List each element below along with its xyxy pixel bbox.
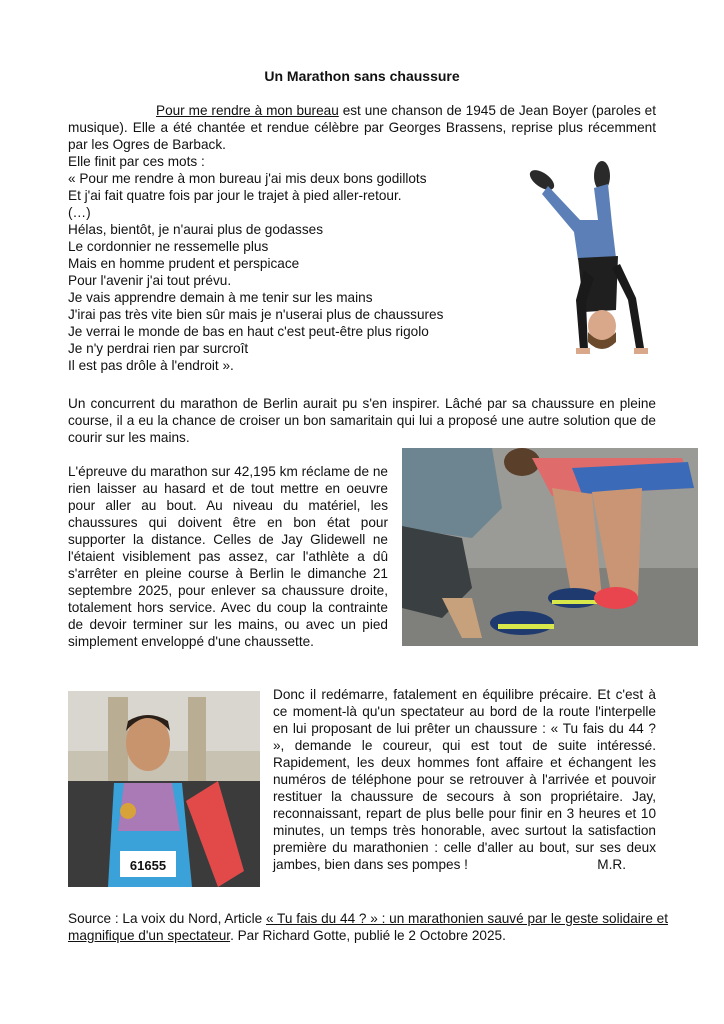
song-title: Pour me rendre à mon bureau <box>156 103 339 118</box>
source-prefix: Source : La voix du Nord, Article <box>68 911 266 926</box>
paragraph-restart <box>273 686 656 873</box>
lyric-line: Elle finit par ces mots : <box>68 154 205 169</box>
bib-number: 61655 <box>129 858 167 873</box>
lyric-line: « Pour me rendre à mon bureau j'ai mis deux bons godillots <box>68 171 427 186</box>
paragraph-marathon: L'épreuve du marathon sur 42,195 km réclame de ne rien laisser au hasard et de tout mettre en oeuvre pour aller au bout. Au niveau du matériel, les chaussures qui doivent être en bon état pour supporter la distance. Celles de Jay Glidewell ne l'étaient visiblement pas assez, car l'athlète a dû s'arrêter en pleine course à Berlin le dimanche 21 septembre 2025, pour enlever sa chaussure droite, totalement hors service. Avec du coup la contrainte de devoir terminer sur les mains, ou avec un pied simplement enveloppé d'une chaussette. <box>68 464 388 649</box>
lyric-line: J'irai pas très vite bien sûr mais je n'userai plus de chaussures <box>68 307 444 322</box>
shoe-exchange-photo <box>402 448 698 646</box>
lyric-line: Hélas, bientôt, je n'aurai plus de godasses <box>68 222 323 237</box>
intro-text: est une chanson de 1945 de Jean Boyer (paroles et musique). Elle a été chantée et rendue célèbre par Georges Brassens, reprise plus récemment par les Ogres de Barback. <box>68 103 656 152</box>
lyric-line: Je verrai le monde de bas en haut c'est peut-être plus rigolo <box>68 324 429 339</box>
lyrics-block <box>68 153 508 374</box>
lyric-line: (…) <box>68 205 91 220</box>
lyric-line: Je vais apprendre demain à me tenir sur les mains <box>68 290 373 305</box>
lyric-line: Mais en homme prudent et perspicace <box>68 256 300 271</box>
lyric-line: Le cordonnier ne ressemelle plus <box>68 239 269 254</box>
paragraph-berlin: Un concurrent du marathon de Berlin aurait pu s'en inspirer. Lâché par sa chaussure en pleine course, il a eu la chance de croiser un bon samaritain qui lui a proposé une autre solution que de courir sur les mains. <box>68 396 656 445</box>
runner-portrait-photo <box>68 691 260 887</box>
signature: M.R. <box>597 857 626 872</box>
lyric-line: Je n'y perdrai rien par surcroît <box>68 341 249 356</box>
lyric-line: Et j'ai fait quatre fois par jour le trajet à pied aller-retour. <box>68 188 402 203</box>
lyric-line: Pour l'avenir j'ai tout prévu. <box>68 273 232 288</box>
lyric-line: Il est pas drôle à l'endroit ». <box>68 358 234 373</box>
source-suffix: . Par Richard Gotte, publié le 2 Octobre 2025. <box>230 928 506 943</box>
handstand-photo <box>520 160 660 370</box>
paragraph-restart-text: Donc il redémarre, fatalement en équilibre précaire. Et c'est à ce moment-là qu'un spectateur au bord de la route l'interpelle en lui proposant de lui prêter un chaussure : « Tu fais du 44 ? », demande le coureur, qui est tout de suite intéressé. Rapidement, les deux hommes font affaire et échangent les numéros de téléphone pour se retrouver à l'arrivée et pouvoir restituer la chaussure de secours à son propriétaire. Jay, reconnaissant, repart de plus belle pour finir en 3 heures et 10 minutes, un temps très honorable, avec surtout la satisfaction première du marathonien : celle d'aller au bout, sur ses deux jambes, bien dans ses pompes ! <box>273 687 656 872</box>
intro-paragraph <box>68 102 656 153</box>
page-title: Un Marathon sans chaussure <box>264 68 460 84</box>
source-citation <box>68 910 668 944</box>
article-link[interactable]: « Tu fais du 44 ? » : un marathonien sauvé par le geste solidaire et magnifique d'un spectateur <box>68 911 668 943</box>
